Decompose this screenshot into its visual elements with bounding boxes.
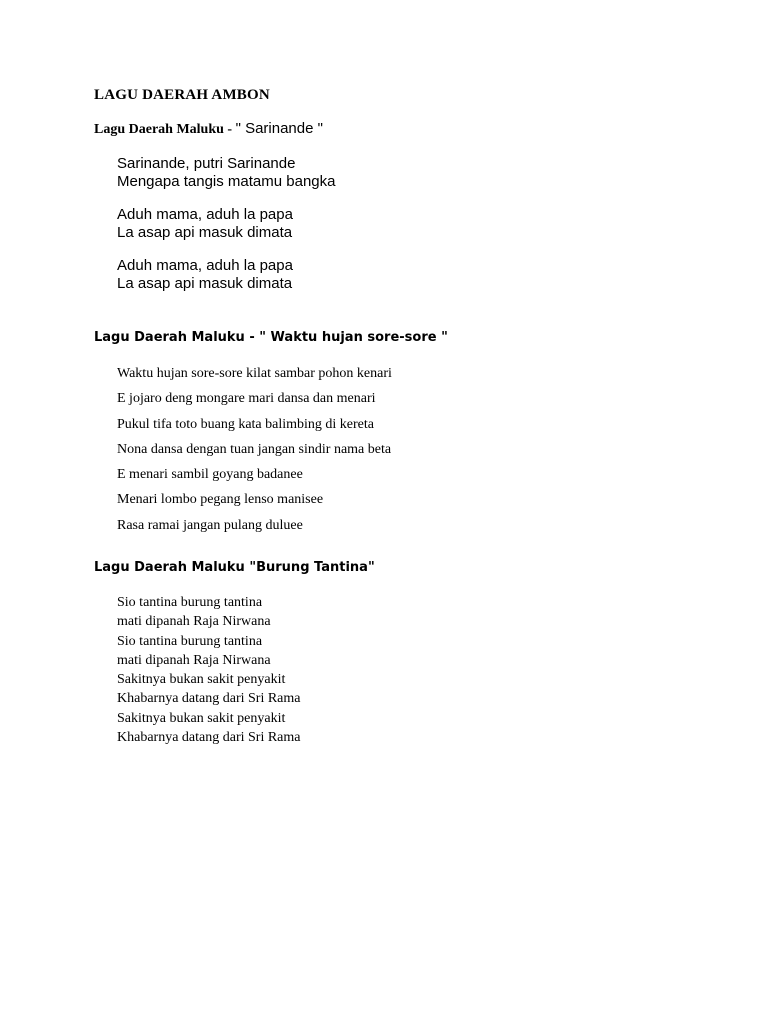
stanza <box>117 155 335 191</box>
lyric-line: Aduh mama, aduh la papa <box>117 206 293 223</box>
lyric-line: Sakitnya bukan sakit penyakit <box>117 672 286 688</box>
lyrics-block <box>117 363 392 540</box>
lyric-line: Sio tantina burung tantina <box>117 633 263 649</box>
song-heading-prefix: Lagu Daerah Maluku - <box>94 122 236 137</box>
song-heading-title: " Sarinande " <box>235 120 323 137</box>
lyric-line: Khabarnya datang dari Sri Rama <box>117 691 301 707</box>
lyric-line: Mengapa tangis matamu bangka <box>117 173 336 190</box>
lyric-line: E menari sambil goyang badanee <box>117 467 303 483</box>
lyric-line: Sarinande, putri Sarinande <box>117 155 296 172</box>
lyric-line: E jojaro deng mongare mari dansa dan menari <box>117 391 376 407</box>
lyric-line: Pukul tifa toto buang kata balimbing di kereta <box>117 416 374 432</box>
lyric-line: Khabarnya datang dari Sri Rama <box>117 730 301 746</box>
song-heading-burung-tantina: Lagu Daerah Maluku "Burung Tantina" <box>94 560 375 575</box>
stanza <box>117 206 293 242</box>
song-heading-waktu-hujan: Lagu Daerah Maluku - " Waktu hujan sore-sore " <box>94 330 448 345</box>
lyric-line: Waktu hujan sore-sore kilat sambar pohon kenari <box>117 366 392 381</box>
lyric-line: Aduh mama, aduh la papa <box>117 257 293 274</box>
lyric-line: mati dipanah Raja Nirwana <box>117 614 271 630</box>
lyric-line: Sio tantina burung tantina <box>117 595 263 610</box>
lyric-line: Menari lombo pegang lenso manisee <box>117 492 324 508</box>
lyric-line: Rasa ramai jangan pulang duluee <box>117 517 303 533</box>
stanza <box>117 257 293 293</box>
lyric-line: La asap api masuk dimata <box>117 224 293 241</box>
lyric-line: mati dipanah Raja Nirwana <box>117 652 271 668</box>
lyric-line: Sakitnya bukan sakit penyakit <box>117 710 286 726</box>
lyrics-block <box>117 593 301 747</box>
lyric-line: Nona dansa dengan tuan jangan sindir nama beta <box>117 441 392 457</box>
lyric-line: La asap api masuk dimata <box>117 275 293 292</box>
song-heading-sarinande <box>94 120 323 138</box>
document-title: LAGU DAERAH AMBON <box>94 87 270 103</box>
